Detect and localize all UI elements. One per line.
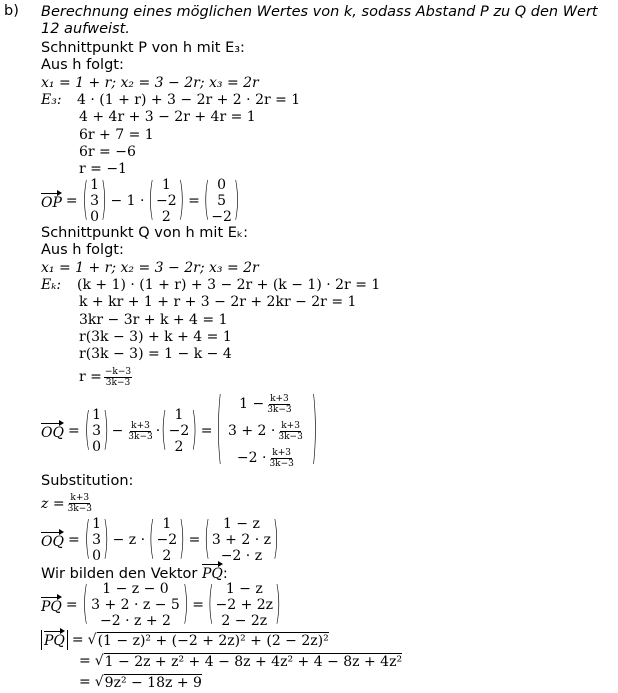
pq-magnitude-line-1: PQ = √ (1 − z)² + (−2 + 2z)² + (2 − 2z)² [41, 629, 329, 651]
section-p-from-h: Aus h folgt: [41, 57, 124, 73]
oq-z-result-vector: ( 1 − z 3 + 2 · z −2 · z ) [204, 514, 279, 566]
part-label: b) [4, 3, 19, 19]
pq-diff-vector: ( 1 − z − 0 3 + 2 · z − 5 −2 · z + 2 ) [82, 579, 189, 631]
z-definition: z = $\frac{k+3}{3k-3}$ [41, 493, 93, 514]
op-result-vector: ( 0 5 −2 ) [203, 175, 240, 227]
heading-line-1: Berechnung eines möglichen Wertes von k, sodass Abstand P zu Q den Wert [41, 4, 598, 20]
vector-oq-label-2: OQ [41, 531, 64, 550]
section-q-step-4: r(3k − 3) = 1 − k − 4 [79, 346, 232, 362]
section-q-step-0: (k + 1) · (1 + r) + 3 − 2r + (k − 1) · 2r = 1 [77, 277, 381, 293]
section-q-param-eqs: x₁ = 1 + r; x₂ = 3 − 2r; x₃ = 2r [41, 260, 259, 276]
oq-z-vector-equation: OQ = ( 1 3 0 ) − z · ( 1 −2 2 ) = ( 1 − z 3 + 2 · z −2 · z ) [41, 514, 279, 566]
pq-vector-equation: PQ = ( 1 − z − 0 3 + 2 · z − 5 −2 · z + 2 ) = ( 1 − z −2 + 2z 2 − 2z ) [41, 579, 281, 631]
section-q-step-1: k + kr + 1 + r + 3 − 2r + 2kr − 2r = 1 [79, 294, 357, 310]
vector-oq-label: OQ [41, 422, 64, 441]
section-q-title: Schnittpunkt Q von h mit Eₖ: [41, 225, 248, 241]
section-q-plane-label: Eₖ: [41, 277, 62, 293]
oq-vector-equation: OQ = ( 1 3 0 ) − $\frac{k+3}{3k-3}$ · ( 1 −2 2 ) = ( 1 − $\frac{k+3}{3k-3}$ 3 + 2 · $\frac{k+3}{3k-3}$ −2 · $\frac{k+3}{3k-3}$ ) [41, 386, 318, 476]
vector-pq-inline: PQ [202, 563, 223, 582]
vector-pq-label: PQ [41, 596, 62, 615]
section-p-param-eqs: x₁ = 1 + r; x₂ = 3 − 2r; x₃ = 2r [41, 75, 259, 91]
section-p-step-3: 6r = −6 [79, 144, 136, 160]
z-fraction: $\frac{k+3}{3k-3}$ [67, 493, 93, 514]
r-solution: r = $\frac{-k-3}{3k-3}$ [79, 366, 132, 388]
oq-z-direction-vector: ( 1 −2 2 ) [149, 514, 185, 566]
section-p-step-2: 6r + 7 = 1 [79, 127, 154, 143]
vector-pq-magnitude: PQ [44, 630, 65, 649]
k-fraction: $\frac{k+3}{3k-3}$ [128, 420, 153, 442]
oq-base-vector: ( 1 3 0 ) [84, 405, 109, 457]
section-p-step-4: r = −1 [79, 161, 127, 177]
pq-result-vector: ( 1 − z −2 + 2z 2 − 2z ) [208, 579, 281, 631]
r-fraction: $\frac{-k-3}{3k-3}$ [104, 366, 132, 388]
section-p-title: Schnittpunkt P von h mit E₃: [41, 40, 245, 56]
op-direction-vector: ( 1 −2 2 ) [148, 175, 185, 227]
vector-op-label: OP [41, 192, 62, 211]
oq-direction-vector: ( 1 −2 2 ) [161, 405, 197, 457]
section-p-step-1: 4 + 4r + 3 − 2r + 4r = 1 [79, 109, 256, 125]
section-q-step-2: 3kr − 3r + k + 4 = 1 [79, 312, 228, 328]
op-vector-equation: OP = ( 1 3 0 ) − 1 · ( 1 −2 2 ) = ( 0 5 −2 ) [41, 175, 240, 227]
pq-magnitude-line-2: = √ 1 − 2z + z² + 4 − 8z + 4z² + 4 − 8z + 4z² [79, 653, 403, 670]
section-p-plane-label: E₃: [41, 92, 62, 108]
op-base-vector: ( 1 3 0 ) [82, 175, 107, 227]
substitution-title: Substitution: [41, 473, 134, 489]
pq-magnitude-line-3: = √ 9z² − 18z + 9 [79, 674, 202, 691]
section-p-step-0: 4 · (1 + r) + 3 − 2r + 2 · 2r = 1 [77, 92, 301, 108]
section-q-step-3: r(3k − 3) + k + 4 = 1 [79, 329, 232, 345]
pq-title: Wir bilden den Vektor PQ: [41, 563, 228, 582]
oq-z-base-vector: ( 1 3 0 ) [84, 514, 109, 566]
section-q-from-h: Aus h folgt: [41, 242, 124, 258]
oq-result-vector: ( 1 − $\frac{k+3}{3k-3}$ 3 + 2 · $\frac{k+3}{3k-3}$ −2 · $\frac{k+3}{3k-3}$ ) [216, 386, 318, 476]
heading-line-2: 12 aufweist. [41, 21, 130, 37]
